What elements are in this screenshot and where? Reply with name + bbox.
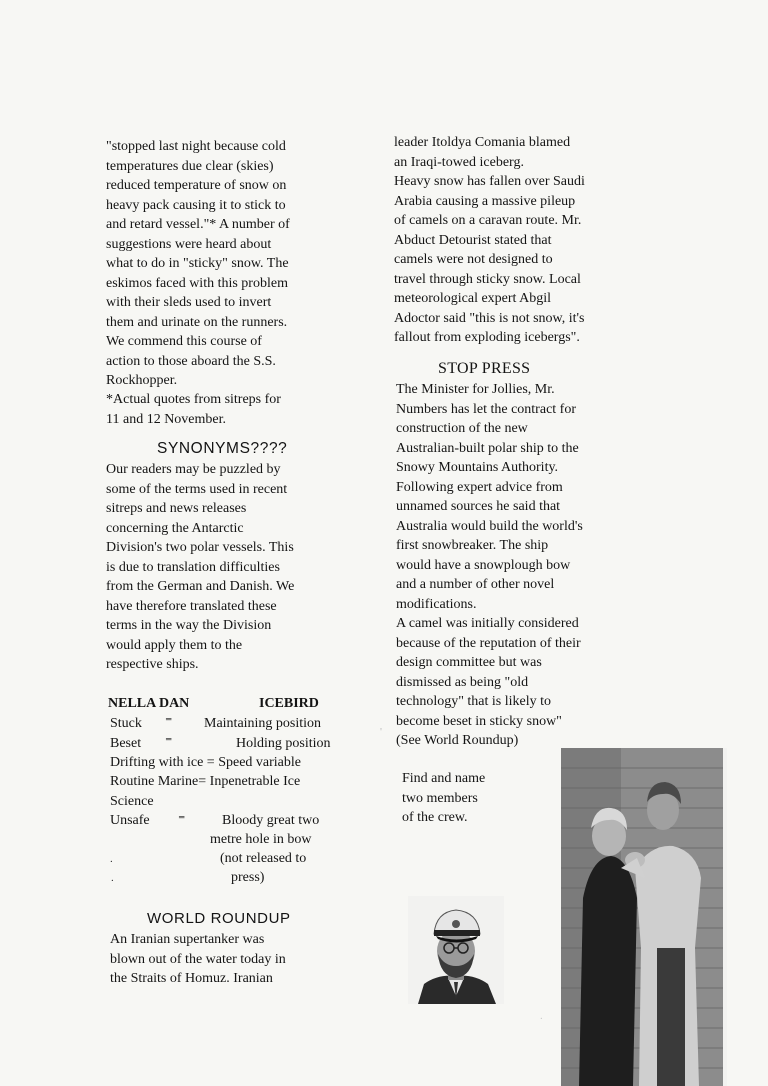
footnote-line: *Actual quotes from sitreps for bbox=[106, 391, 281, 407]
equals-mark: ⁼ bbox=[178, 813, 186, 828]
text-line: Rockhopper. bbox=[106, 373, 178, 388]
table-row-unsafe-continued: (not released to bbox=[220, 851, 307, 866]
table-row-drifting: Drifting with ice = Speed variable bbox=[110, 755, 302, 770]
table-header-nella-dan: NELLA DAN bbox=[108, 696, 190, 711]
text-line: dismissed as being "old bbox=[396, 674, 529, 690]
text-line: leader Itoldya Comania blamed bbox=[394, 135, 571, 150]
text-line: from the German and Danish. We bbox=[106, 579, 295, 594]
text-line: camels were not designed to bbox=[394, 252, 553, 267]
text-line: Heavy snow has fallen over Saudi bbox=[394, 174, 585, 189]
text-line: what to do in "sticky" snow. The bbox=[106, 256, 289, 271]
text-line: A camel was initially considered bbox=[396, 616, 579, 631]
text-line: An Iranian supertanker was bbox=[110, 932, 265, 947]
text-line: Snowy Mountains Authority. bbox=[396, 460, 559, 475]
table-row-unsafe-continued: press) bbox=[231, 870, 265, 885]
text-line: reduced temperature of snow on bbox=[106, 178, 287, 193]
caption-line: Find and name bbox=[402, 771, 486, 786]
text-line: unnamed sources he said that bbox=[396, 499, 561, 514]
text-line: meteorological expert Abgil bbox=[394, 291, 552, 306]
text-line: Our readers may be puzzled by bbox=[106, 462, 281, 477]
text-line: fallout from exploding icebergs". bbox=[394, 330, 580, 345]
world-roundup-heading: WORLD ROUNDUP bbox=[147, 910, 291, 927]
text-line: blown out of the water today in bbox=[110, 951, 286, 967]
table-row-stuck-term: Stuck bbox=[110, 716, 142, 731]
table-row-beset-meaning: Holding position bbox=[236, 736, 331, 751]
text-line: would have a snowplough bow bbox=[396, 557, 571, 573]
text-line: would apply them to the bbox=[106, 637, 243, 653]
text-line: heavy pack causing it to stick to bbox=[106, 197, 286, 213]
text-line: "stopped last night because cold bbox=[106, 139, 286, 154]
captain-portrait-image bbox=[408, 896, 504, 1004]
text-line: (See World Roundup) bbox=[396, 733, 519, 748]
text-line: Adoctor said "this is not snow, it's bbox=[394, 310, 585, 326]
text-line: Arabia causing a massive pileup bbox=[394, 193, 576, 209]
table-row-unsafe-term: Unsafe bbox=[110, 813, 150, 828]
text-line: eskimos faced with this problem bbox=[106, 275, 288, 291]
text-line: them and urinate on the runners. bbox=[106, 314, 288, 330]
text-line: Australian-built polar ship to the bbox=[396, 440, 579, 456]
caption-line: of the crew. bbox=[402, 810, 468, 825]
scan-smudge: . bbox=[540, 1010, 543, 1022]
text-line: first snowbreaker. The ship bbox=[396, 538, 549, 553]
text-line: of camels on a caravan route. Mr. bbox=[394, 213, 582, 228]
text-line: sitreps and news releases bbox=[106, 501, 247, 516]
text-line: design committee but was bbox=[396, 655, 542, 670]
text-line: modifications. bbox=[396, 596, 477, 612]
text-line: Abduct Detourist stated that bbox=[394, 232, 552, 248]
text-line: is due to translation difficulties bbox=[106, 559, 280, 575]
table-header-icebird: ICEBIRD bbox=[259, 696, 319, 711]
text-line: technology" that is likely to bbox=[396, 694, 552, 709]
text-line: because of the reputation of their bbox=[396, 635, 581, 651]
text-line: temperatures due clear (skies) bbox=[106, 158, 274, 174]
stop-press-article bbox=[396, 380, 583, 751]
text-line: The Minister for Jollies, Mr. bbox=[396, 382, 555, 397]
table-row-routine-marine: Routine Marine= Inpenetrable Ice bbox=[110, 774, 301, 789]
text-line: Numbers has let the contract for bbox=[396, 401, 576, 417]
equals-mark: ⁼ bbox=[165, 735, 173, 750]
text-line: travel through sticky snow. Local bbox=[394, 271, 581, 287]
text-line: and a number of other novel bbox=[396, 577, 555, 592]
text-line: the Straits of Homuz. Iranian bbox=[110, 971, 273, 986]
stray-mark: . bbox=[110, 853, 113, 865]
crew-members-photo bbox=[561, 748, 727, 1086]
text-line: have therefore translated these bbox=[106, 598, 277, 614]
text-line: and retard vessel."* A number of bbox=[106, 217, 290, 232]
text-line: respective ships. bbox=[106, 657, 199, 672]
table-row-unsafe-meaning: Bloody great two bbox=[222, 813, 320, 828]
photo-caption bbox=[402, 769, 485, 828]
world-roundup-article bbox=[110, 930, 286, 989]
text-line: an Iraqi-towed iceberg. bbox=[394, 154, 524, 170]
stray-mark: . bbox=[111, 872, 114, 884]
sticky-snow-article bbox=[106, 137, 290, 430]
captain-portrait-photo bbox=[408, 896, 504, 1004]
text-line: action to those aboard the S.S. bbox=[106, 353, 276, 369]
caption-line: two members bbox=[402, 790, 478, 806]
text-line: Following expert advice from bbox=[396, 479, 563, 495]
table-row-stuck-meaning: Maintaining position bbox=[204, 716, 322, 731]
crew-members-image bbox=[561, 748, 727, 1086]
text-line: some of the terms used in recent bbox=[106, 481, 288, 497]
stop-press-heading: STOP PRESS bbox=[438, 360, 531, 377]
text-line: construction of the new bbox=[396, 421, 528, 436]
synonyms-article bbox=[106, 460, 294, 675]
table-row-science: Science bbox=[110, 794, 154, 809]
text-line: concerning the Antarctic bbox=[106, 520, 244, 536]
table-row-beset-term: Beset bbox=[110, 736, 142, 751]
equals-mark: ⁼ bbox=[165, 715, 173, 730]
text-line: Division's two polar vessels. This bbox=[106, 540, 294, 555]
text-line: become beset in sticky snow" bbox=[396, 713, 562, 729]
iceberg-article bbox=[394, 133, 585, 348]
text-line: Australia would build the world's bbox=[396, 518, 583, 534]
text-line: with their sleds used to invert bbox=[106, 295, 272, 310]
table-row-unsafe-continued: metre hole in bow bbox=[210, 832, 312, 847]
synonyms-heading: SYNONYMS???? bbox=[157, 440, 288, 457]
footnote-line: 11 and 12 November. bbox=[106, 412, 227, 427]
scan-smudge: ' bbox=[380, 726, 382, 738]
text-line: terms in the way the Division bbox=[106, 618, 272, 633]
text-line: suggestions were heard about bbox=[106, 236, 272, 252]
text-line: We commend this course of bbox=[106, 334, 262, 349]
